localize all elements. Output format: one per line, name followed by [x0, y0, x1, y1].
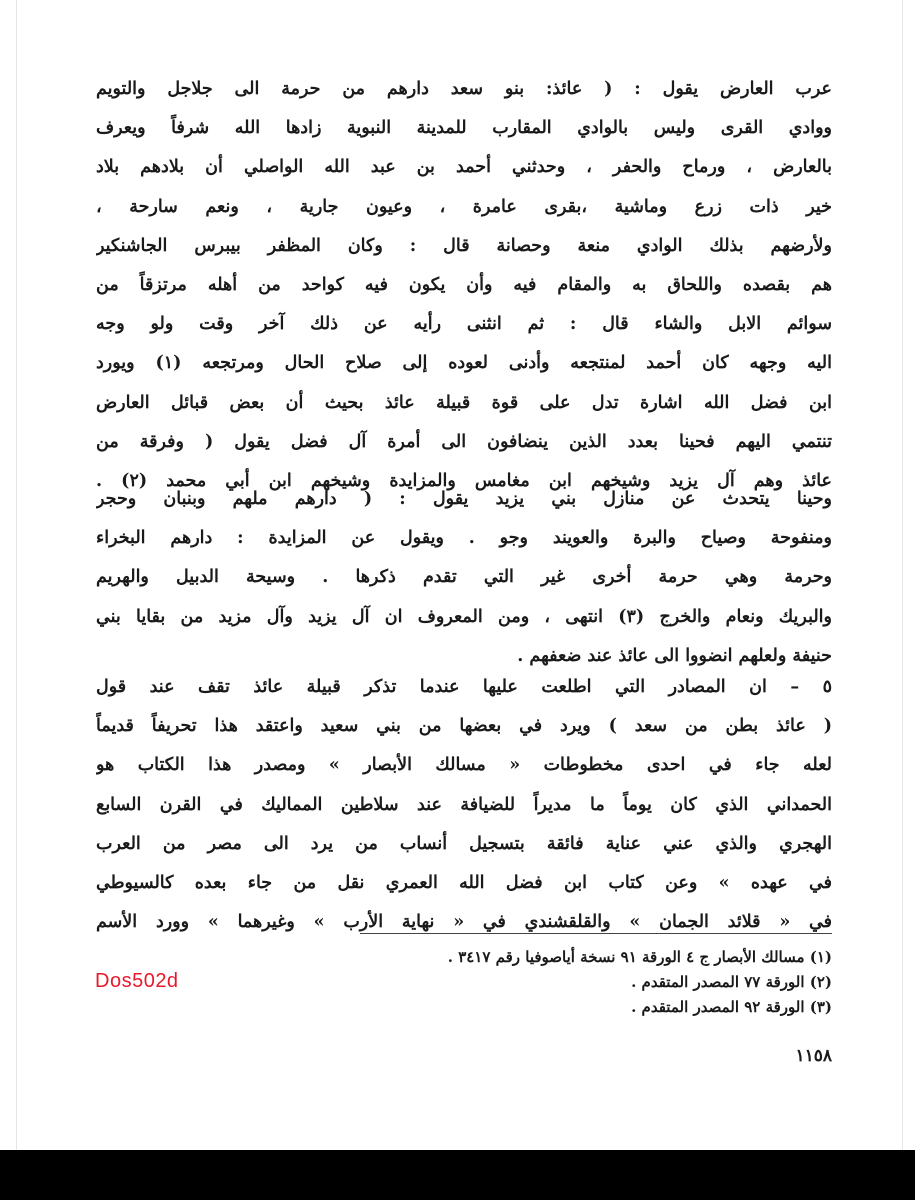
bottom-black-bar — [0, 1150, 915, 1200]
text-line: في عهده » وعن كتاب ابن فضل الله العمري نقل من جاء بعده كالسيوطي — [96, 872, 832, 893]
text-line: الحمداني الذي كان يوماً ما مديراً للضيافة عند سلاطين المماليك في القرن السابع — [96, 794, 832, 815]
text-line: حنيفة ولعلهم انضووا الى عائذ عند ضعفهم . — [517, 645, 832, 666]
footnote-1: (١) مسالك الأبصار ج ٤ الورقة ٩١ نسخة أياصوفيا رقم ٣٤١٧ . — [447, 948, 832, 966]
text-line: خير ذات زرع وماشية ،بقرى عامرة ، وعيون جارية ، ونعم سارحة ، — [96, 196, 832, 217]
paragraph-1 — [96, 70, 832, 501]
text-line: ومنفوحة وصياح والبرة والعويند وجو . ويقول عن المزايدة : دارهم البخراء — [96, 528, 832, 549]
text-line: عائذ وهم آل يزيد وشيخهم ابن مغامس والمزايدة وشيخهم ابن أبي محمد (٢) . — [96, 470, 832, 491]
text-line: في « قلائد الجمان » والقلقشندي في « نهاية الأرب » وغيرهما » وورد الأسم — [96, 912, 832, 933]
text-line: عرب العارض يقول : ( عائذ: بنو سعد دارهم من حرمة الى جلاجل والتويم — [96, 79, 832, 99]
footnote-3: (٣) الورقة ٩٢ المصدر المتقدم . — [631, 998, 832, 1016]
footnote-divider — [360, 933, 832, 934]
footnotes — [300, 945, 832, 1020]
text-line: الهجري والذي عني عناية فائقة بتسجيل أنساب من يرد الى مصر من العرب — [96, 833, 832, 854]
text-line: ( عائذ بطن من سعد ) ويرد في بعضها من بني سعيد واعتقد هذا تحريفاً قديماً — [96, 716, 832, 737]
text-line: ووادي القرى وليس بالوادي المقارب للمدينة النبوية زادها الله شرفاً ويعرف — [96, 118, 832, 139]
text-line: وحينا يتحدث عن منازل بني يزيد يقول : ( دارهم ملهم وبنبان وحجر — [96, 489, 832, 509]
footnote-2: (٢) الورقة ٧٧ المصدر المتقدم . — [631, 973, 832, 991]
text-line: اليه وجهه كان أحمد لمنتجعه وأدنى لعوده إلى صلاح الحال ومرتجعه (١) ويورد — [96, 353, 832, 374]
text-line: سوائم الابل والشاء قال : ثم انثنى رأيه عن ذلك آخر وقت ولو وجه — [96, 314, 832, 335]
text-line: بالعارض ، ورماح والحفر ، وحدثني أحمد بن عبد الله الواصلي أن بلادهم بلاد — [96, 157, 832, 178]
text-line: تنتمي اليهم فحينا بعدد الذين ينضافون الى أمرة آل فضل يقول ( وفرقة من — [96, 431, 832, 452]
paragraph-3 — [96, 668, 832, 942]
text-line: لعله جاء في احدى مخطوطات « مسالك الأبصار » ومصدر هذا الكتاب هو — [96, 755, 832, 776]
text-line: والبريك ونعام والخرج (٣) انتهى ، ومن المعروف ان آل يزيد وآل مزيد من بقايا بني — [96, 606, 832, 627]
page-number: ١١٥٨ — [795, 1046, 832, 1066]
paragraph-2 — [96, 480, 832, 676]
watermark: Dos502d — [95, 970, 179, 992]
text-line: ٥ – ان المصادر التي اطلعت عليها عندما تذكر قبيلة عائذ تقف عند قول — [96, 677, 832, 697]
text-line: ابن فضل الله اشارة تدل على قوة قبيلة عائذ بحيث أن بعض قبائل العارض — [96, 392, 832, 413]
page-edge-right — [902, 0, 903, 1150]
text-line: هم بقصده واللحاق به والمقام فيه وأن يكون فيه كواحد من أهله مرتزقاً من — [96, 274, 832, 295]
text-line: ولأرضهم بذلك الوادي منعة وحصانة قال : وكان المظفر بيبرس الجاشنكير — [96, 235, 832, 256]
text-line: وحرمة وهي حرمة أخرى غير التي تقدم ذكرها . وسيحة الدبيل والهريم — [96, 567, 832, 588]
page-edge-left — [16, 0, 17, 1150]
